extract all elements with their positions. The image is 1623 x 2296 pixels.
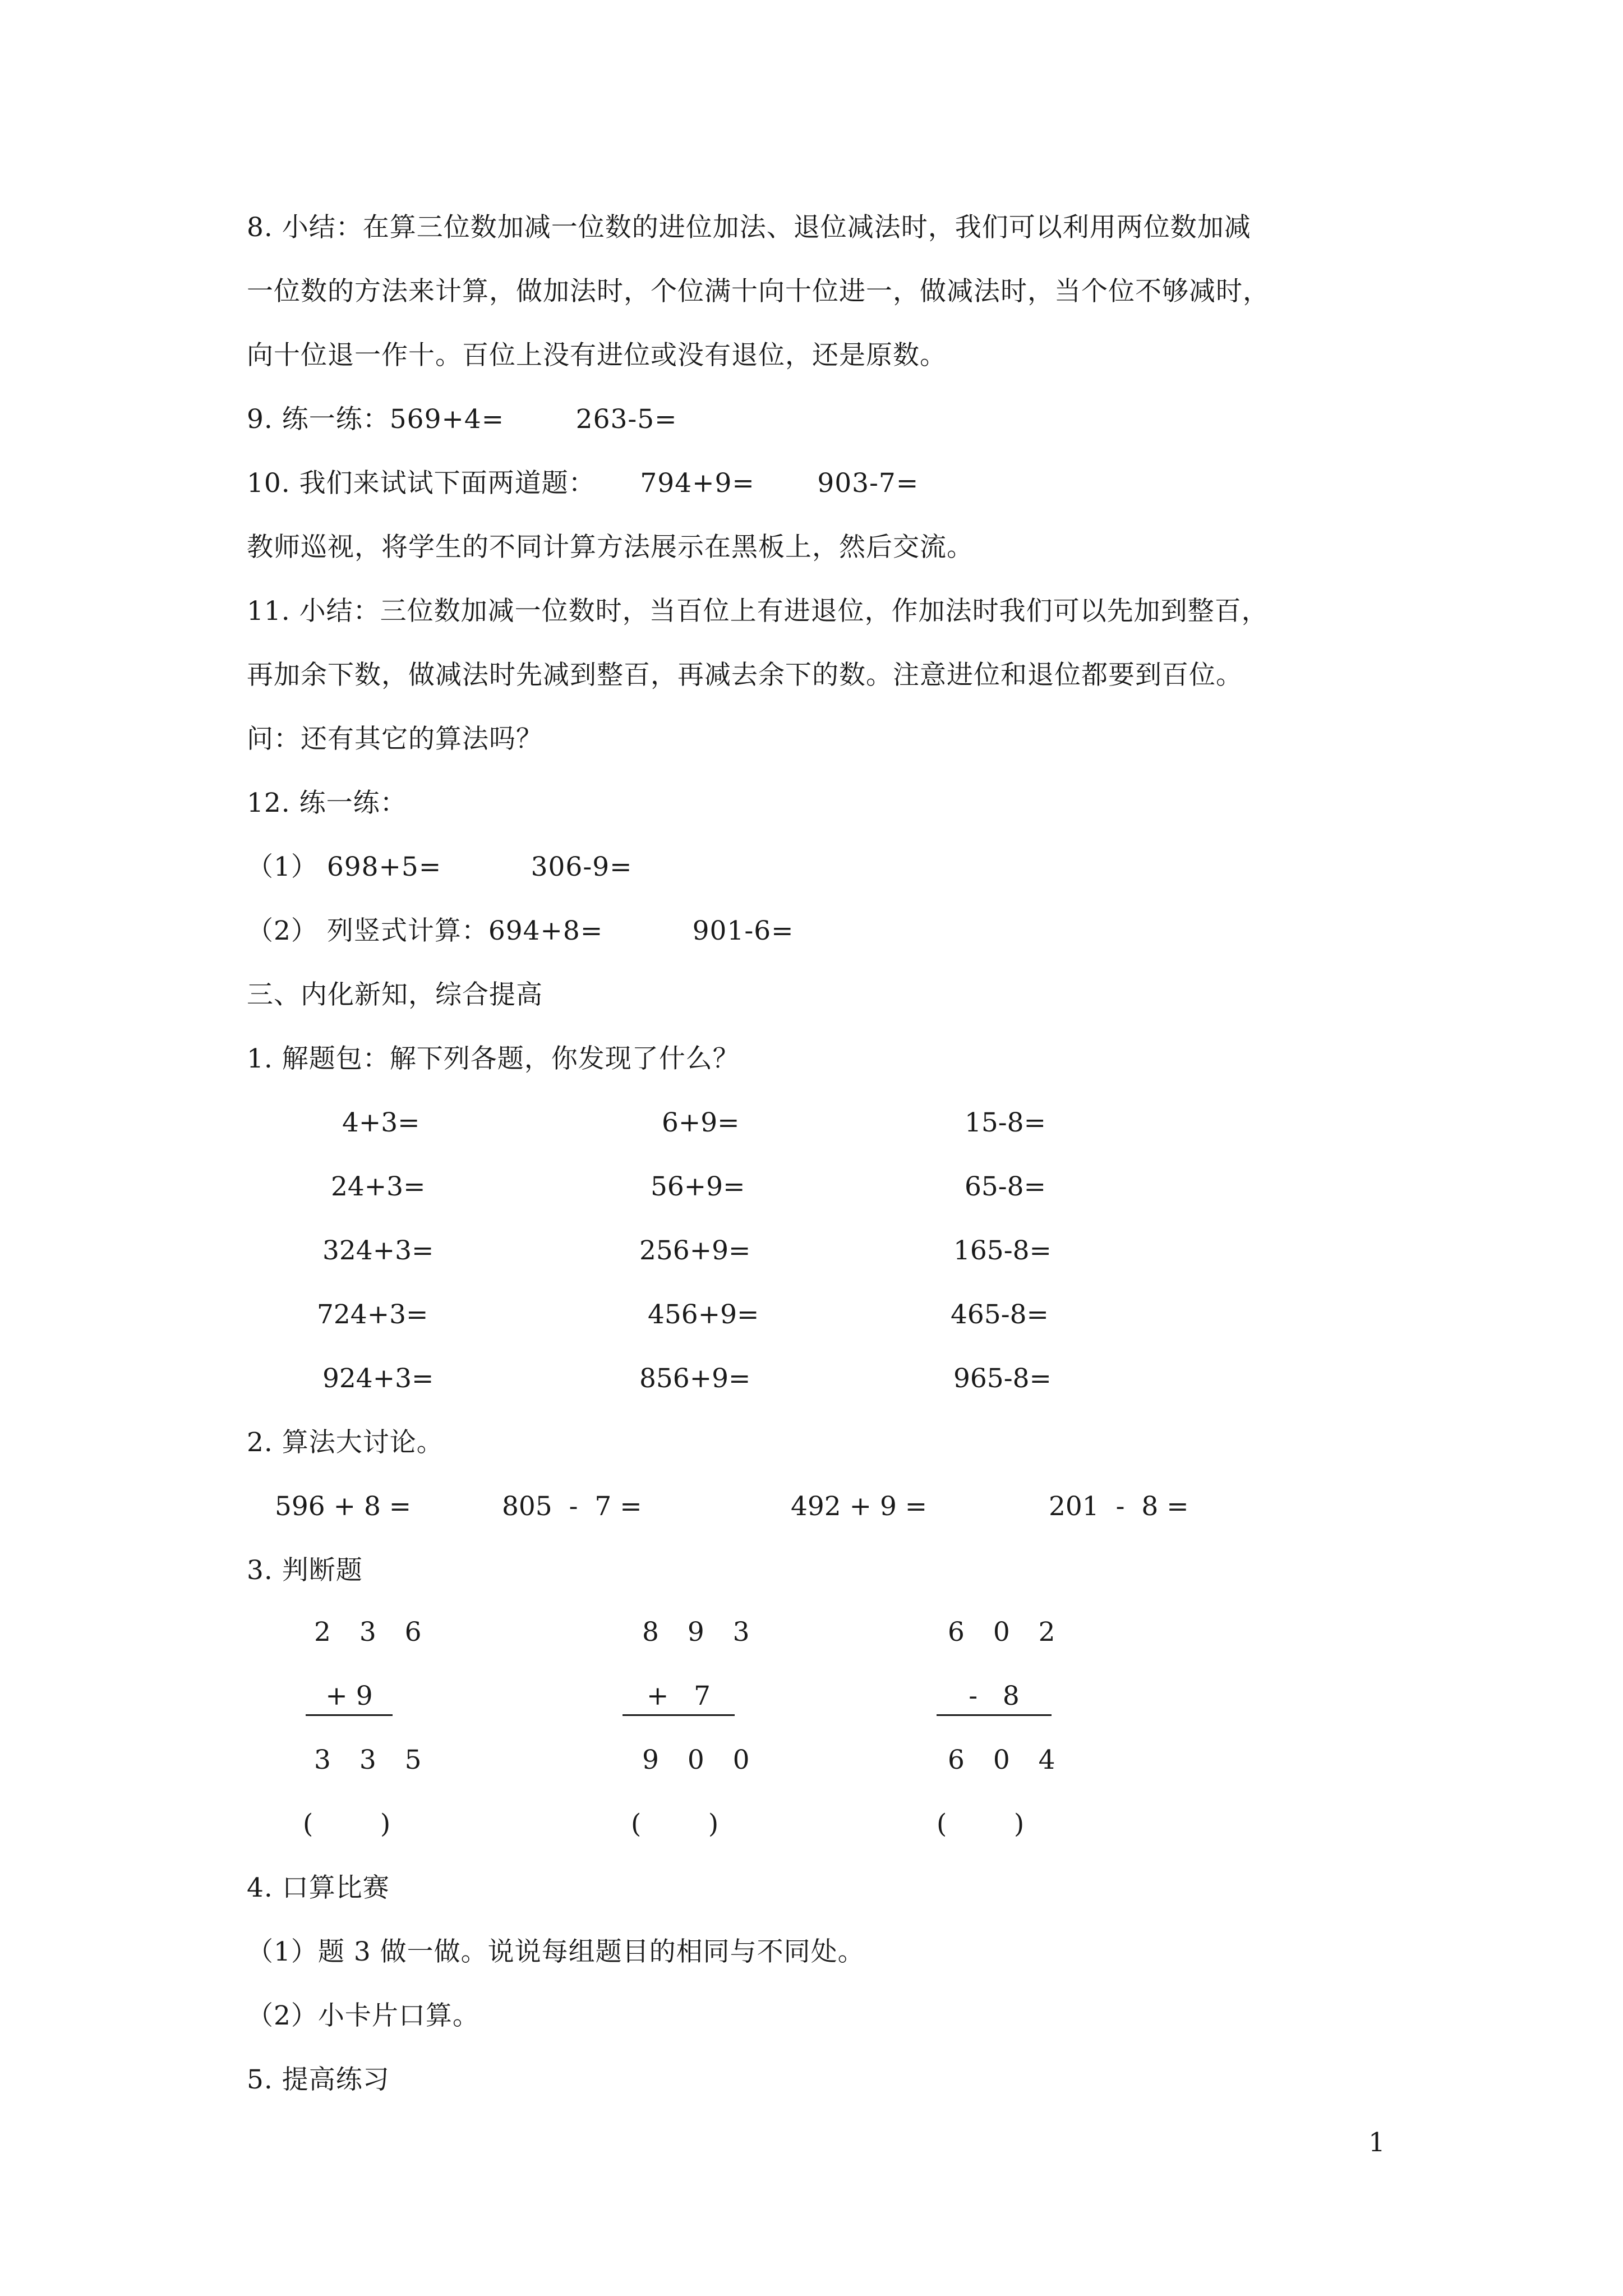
practice-9: 9. 练一练：569+4= 263-5= (247, 404, 677, 435)
vertical-top: 8 9 3 (642, 1617, 760, 1648)
vertical-result: 3 3 5 (314, 1745, 432, 1775)
summary-8-line-3: 向十位退一作十。百位上没有进位或没有退位，还是原数。 (247, 340, 947, 371)
section-4-item-1: （1）题 3 做一做。说说每组题目的相同与不同处。 (247, 1936, 865, 1967)
summary-11-line-1: 11. 小结：三位数加减一位数时，当百位上有进退位，作加法时我们可以先加到整百， (247, 596, 1269, 627)
grid-cell: 65-8= (965, 1171, 1046, 1202)
grid-cell: 15-8= (965, 1107, 1046, 1138)
vertical-operator (623, 1680, 735, 1716)
discussion-item: 201 - 8 = (1049, 1491, 1189, 1522)
discussion-item: 596 + 8 = (275, 1491, 412, 1522)
grid-cell: 6+9= (662, 1107, 740, 1138)
page-number: 1 (1368, 2127, 1385, 2158)
vertical-result: 9 0 0 (642, 1745, 760, 1775)
answer-bracket: ( ) (631, 1809, 719, 1839)
grid-cell: 456+9= (648, 1299, 759, 1330)
discussion-item: 805 - 7 = (502, 1491, 642, 1522)
section-4-title: 4. 口算比赛 (247, 1872, 390, 1903)
practice-12-item-2: （2） 列竖式计算：694+8= 901-6= (247, 915, 794, 946)
vertical-top: 6 0 2 (948, 1617, 1066, 1648)
problem-pack-title: 1. 解题包：解下列各题，你发现了什么？ (247, 1043, 740, 1074)
section-heading: 三、内化新知，综合提高 (247, 979, 543, 1010)
vertical-operator (937, 1680, 1052, 1716)
answer-bracket: ( ) (303, 1809, 391, 1839)
grid-cell: 256+9= (639, 1235, 751, 1266)
summary-11-line-2: 再加余下数，做减法时先减到整百，再减去余下的数。注意进位和退位都要到百位。 (247, 660, 1243, 691)
grid-cell: 724+3= (317, 1299, 428, 1330)
grid-cell: 165-8= (953, 1235, 1052, 1266)
try-10: 10. 我们来试试下面两道题： 794+9= 903-7= (247, 468, 919, 499)
grid-cell: 24+3= (331, 1171, 426, 1202)
teacher-note: 教师巡视，将学生的不同计算方法展示在黑板上，然后交流。 (247, 532, 974, 563)
section-3-title: 3. 判断题 (247, 1555, 363, 1586)
grid-cell: 56+9= (651, 1171, 745, 1202)
grid-cell: 465-8= (951, 1299, 1049, 1330)
grid-cell: 965-8= (953, 1363, 1052, 1394)
grid-cell: 4+3= (342, 1107, 420, 1138)
grid-cell: 924+3= (322, 1363, 434, 1394)
summary-8-line-2: 一位数的方法来计算，做加法时，个位满十向十位进一，做减法时，当个位不够减时， (247, 276, 1270, 307)
grid-cell: 856+9= (639, 1363, 751, 1394)
discussion-item: 492 + 9 = (791, 1491, 928, 1522)
question-line: 问：还有其它的算法吗？ (247, 724, 543, 754)
practice-12-item-1: （1） 698+5= 306-9= (247, 852, 633, 882)
vertical-top: 2 3 6 (314, 1617, 432, 1648)
section-2-title: 2. 算法大讨论。 (247, 1427, 444, 1458)
vertical-result: 6 0 4 (948, 1745, 1066, 1775)
section-4-item-2: （2）小卡片口算。 (247, 2000, 479, 2031)
practice-12-title: 12. 练一练： (247, 788, 407, 818)
vertical-operand: + 9 (306, 1680, 393, 1716)
answer-bracket: ( ) (937, 1809, 1025, 1839)
vertical-operand: - 8 (937, 1680, 1052, 1716)
grid-cell: 324+3= (322, 1235, 434, 1266)
vertical-operand: + 7 (623, 1680, 735, 1716)
vertical-operator (306, 1680, 393, 1716)
section-5-title: 5. 提高练习 (247, 2064, 390, 2095)
summary-8-line-1: 8. 小结：在算三位数加减一位数的进位加法、退位减法时，我们可以利用两位数加减 (247, 212, 1251, 243)
